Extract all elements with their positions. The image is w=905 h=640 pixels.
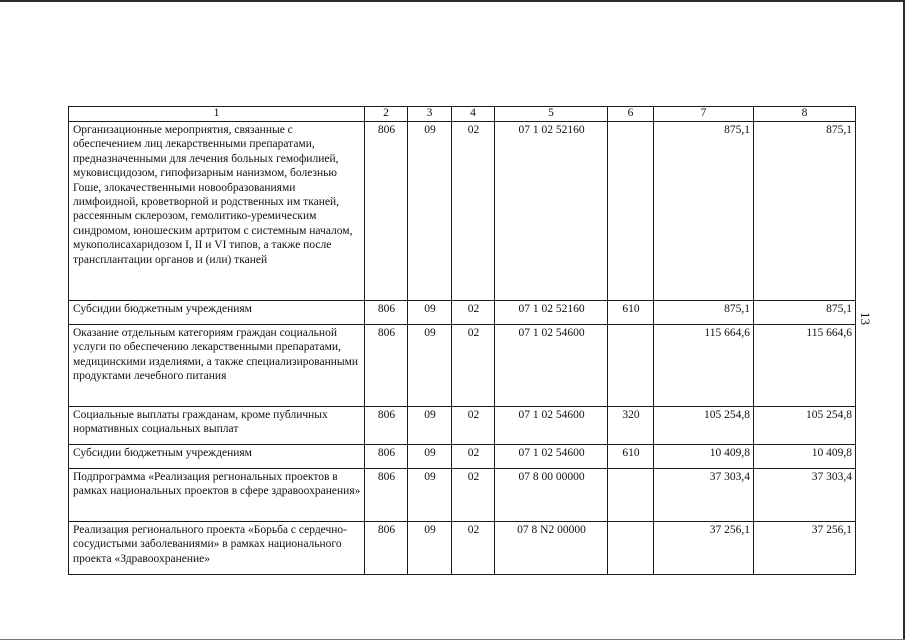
row-amount-col7: 875,1 bbox=[654, 301, 754, 325]
row-amount-col8: 875,1 bbox=[754, 301, 856, 325]
row-amount-col8: 115 664,6 bbox=[754, 325, 856, 407]
row-grbs-code: 806 bbox=[365, 445, 408, 469]
row-name: Организационные мероприятия, связанные с обеспечением лиц лекарственными препаратами, предназначенными для лечения больных гемофилией, муковисцидозом, гипофизарным нанизмом, болезнью Гоше, злокачественными новообразованиями лимфоидной, кроветворной и родственных им тканей, рассеянным склерозом, гемолитико-уремическим синдромом, юношеским артритом с системным началом, мукополисахаридозом I, II и VI типов, а также после трансплантации органов и (или) тканей bbox=[69, 122, 365, 301]
row-grbs-code: 806 bbox=[365, 122, 408, 301]
row-subsection-code: 02 bbox=[452, 445, 495, 469]
row-name: Подпрограмма «Реализация региональных проектов в рамках национальных проектов в сфере здравоохранения» bbox=[69, 469, 365, 522]
row-section-code: 09 bbox=[408, 325, 452, 407]
column-header-3: 3 bbox=[408, 107, 452, 122]
row-subsection-code: 02 bbox=[452, 522, 495, 575]
row-grbs-code: 806 bbox=[365, 325, 408, 407]
row-grbs-code: 806 bbox=[365, 469, 408, 522]
column-header-2: 2 bbox=[365, 107, 408, 122]
budget-table bbox=[68, 106, 856, 575]
row-amount-col7: 10 409,8 bbox=[654, 445, 754, 469]
row-name: Субсидии бюджетным учреждениям bbox=[69, 445, 365, 469]
row-expense-type-code bbox=[608, 522, 654, 575]
row-target-article-code: 07 1 02 52160 bbox=[495, 122, 608, 301]
scan-border-top bbox=[0, 0, 905, 2]
row-grbs-code: 806 bbox=[365, 407, 408, 445]
row-expense-type-code bbox=[608, 469, 654, 522]
row-name: Реализация регионального проекта «Борьба с сердечно-сосудистыми заболеваниями» в рамках национального проекта «Здравоохранение» bbox=[69, 522, 365, 575]
row-section-code: 09 bbox=[408, 522, 452, 575]
row-amount-col7: 875,1 bbox=[654, 122, 754, 301]
row-name: Субсидии бюджетным учреждениям bbox=[69, 301, 365, 325]
table-row bbox=[69, 325, 856, 407]
row-section-code: 09 bbox=[408, 469, 452, 522]
row-target-article-code: 07 8 N2 00000 bbox=[495, 522, 608, 575]
row-grbs-code: 806 bbox=[365, 522, 408, 575]
row-amount-col8: 10 409,8 bbox=[754, 445, 856, 469]
row-name: Социальные выплаты гражданам, кроме публичных нормативных социальных выплат bbox=[69, 407, 365, 445]
column-header-7: 7 bbox=[654, 107, 754, 122]
column-header-8: 8 bbox=[754, 107, 856, 122]
row-target-article-code: 07 1 02 54600 bbox=[495, 325, 608, 407]
table-row bbox=[69, 522, 856, 575]
row-amount-col7: 105 254,8 bbox=[654, 407, 754, 445]
row-name: Оказание отдельным категориям граждан социальной услуги по обеспечению лекарственными препаратами, медицинскими изделиями, а также специализированными продуктами лечебного питания bbox=[69, 325, 365, 407]
row-target-article-code: 07 1 02 54600 bbox=[495, 445, 608, 469]
row-expense-type-code bbox=[608, 325, 654, 407]
row-amount-col8: 105 254,8 bbox=[754, 407, 856, 445]
row-grbs-code: 806 bbox=[365, 301, 408, 325]
row-section-code: 09 bbox=[408, 445, 452, 469]
row-subsection-code: 02 bbox=[452, 469, 495, 522]
row-subsection-code: 02 bbox=[452, 407, 495, 445]
row-section-code: 09 bbox=[408, 301, 452, 325]
column-header-5: 5 bbox=[495, 107, 608, 122]
table-header-row bbox=[69, 107, 856, 122]
row-section-code: 09 bbox=[408, 122, 452, 301]
row-amount-col7: 115 664,6 bbox=[654, 325, 754, 407]
column-header-1: 1 bbox=[69, 107, 365, 122]
row-amount-col7: 37 256,1 bbox=[654, 522, 754, 575]
column-header-6: 6 bbox=[608, 107, 654, 122]
row-target-article-code: 07 1 02 54600 bbox=[495, 407, 608, 445]
row-amount-col8: 37 303,4 bbox=[754, 469, 856, 522]
column-header-4: 4 bbox=[452, 107, 495, 122]
table-row bbox=[69, 122, 856, 301]
page-number: 13 bbox=[858, 312, 873, 325]
table-row bbox=[69, 301, 856, 325]
row-section-code: 09 bbox=[408, 407, 452, 445]
row-subsection-code: 02 bbox=[452, 122, 495, 301]
row-expense-type-code: 610 bbox=[608, 445, 654, 469]
table-row bbox=[69, 445, 856, 469]
table-row bbox=[69, 407, 856, 445]
row-subsection-code: 02 bbox=[452, 325, 495, 407]
row-target-article-code: 07 8 00 00000 bbox=[495, 469, 608, 522]
row-subsection-code: 02 bbox=[452, 301, 495, 325]
row-expense-type-code: 320 bbox=[608, 407, 654, 445]
table-row bbox=[69, 469, 856, 522]
row-expense-type-code: 610 bbox=[608, 301, 654, 325]
row-amount-col8: 875,1 bbox=[754, 122, 856, 301]
row-amount-col8: 37 256,1 bbox=[754, 522, 856, 575]
row-expense-type-code bbox=[608, 122, 654, 301]
row-target-article-code: 07 1 02 52160 bbox=[495, 301, 608, 325]
row-amount-col7: 37 303,4 bbox=[654, 469, 754, 522]
